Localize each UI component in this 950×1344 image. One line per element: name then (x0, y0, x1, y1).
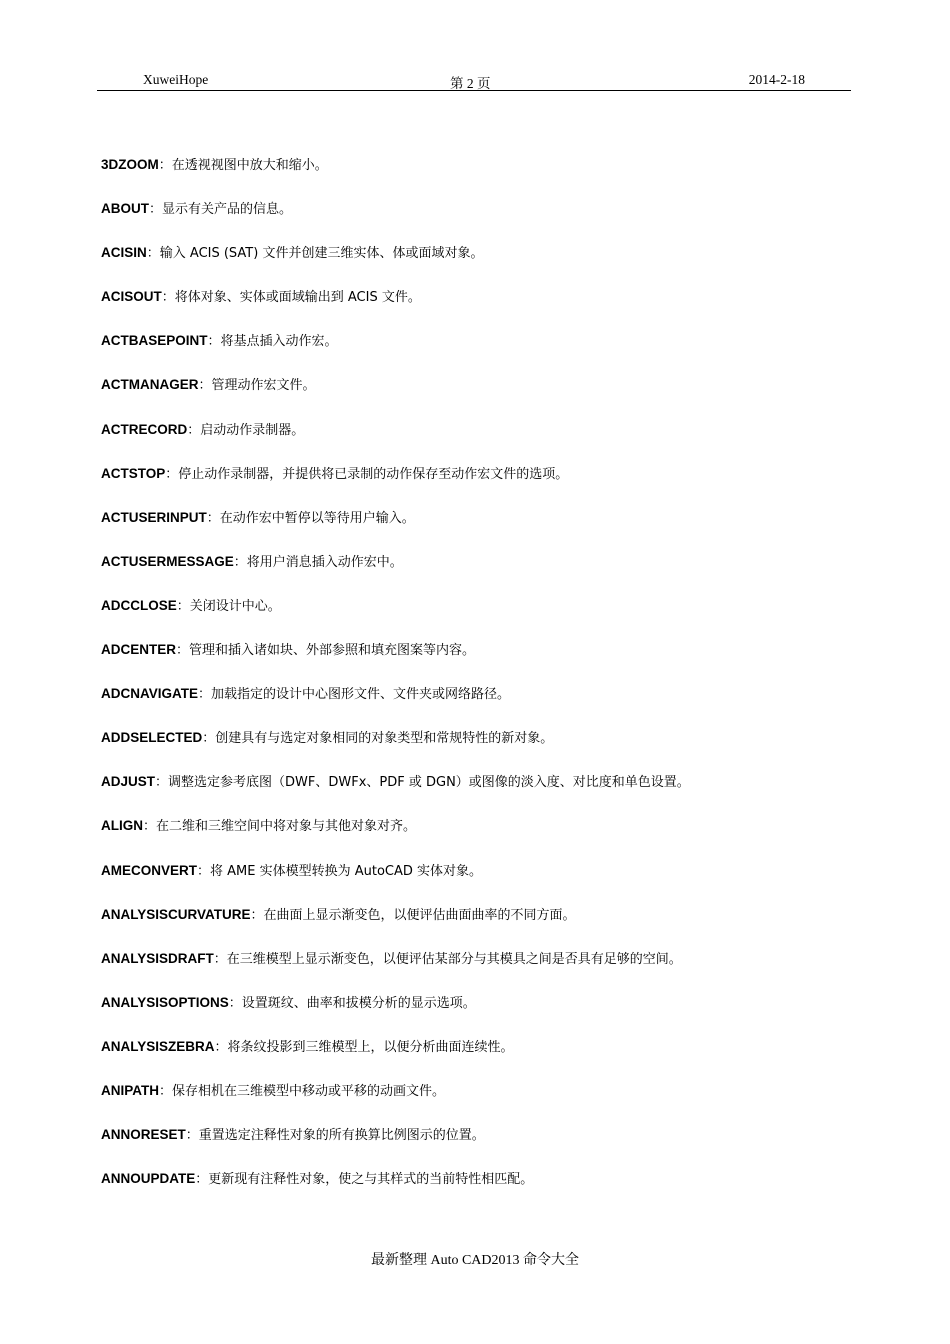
page-header (97, 72, 851, 91)
command-name: ACTUSERMESSAGE (101, 553, 234, 569)
command-entry (101, 464, 861, 508)
command-description: ：设置斑纹、曲率和拔模分析的显示选项。 (228, 995, 476, 1011)
command-name: ANALYSISDRAFT (101, 950, 214, 966)
command-name: ACTSTOP (101, 465, 166, 481)
command-description: ：将条纹投影到三维模型上，以便分析曲面连续性。 (214, 1039, 514, 1055)
command-description: ：启动动作录制器。 (187, 422, 305, 438)
command-description: ：关闭设计中心。 (176, 598, 281, 614)
command-description: ：重置选定注释性对象的所有换算比例图示的位置。 (185, 1128, 485, 1144)
command-name: ANALYSISOPTIONS (101, 994, 229, 1010)
command-entry (101, 420, 861, 464)
command-entry (101, 1169, 861, 1213)
command-name: ADDSELECTED (101, 730, 203, 746)
command-entry (101, 287, 861, 331)
command-description: ：显示有关产品的信息。 (149, 202, 293, 218)
command-name: ACTBASEPOINT (101, 333, 208, 349)
command-description: ：保存相机在三维模型中移动或平移的动画文件。 (159, 1083, 446, 1099)
command-entry (101, 375, 861, 419)
command-entry (101, 728, 861, 772)
command-description: ：创建具有与选定对象相同的对象类型和常规特性的新对象。 (202, 731, 554, 747)
command-description: ：在二维和三维空间中将对象与其他对象对齐。 (143, 819, 417, 835)
command-name: ACTMANAGER (101, 377, 199, 393)
command-description: ：在曲面上显示渐变色，以便评估曲面曲率的不同方面。 (250, 907, 576, 923)
command-entry (101, 1037, 861, 1081)
command-description: ：将基点插入动作宏。 (207, 334, 338, 350)
command-entry (101, 508, 861, 552)
command-description: ：将 AME 实体模型转换为 AutoCAD 实体对象。 (197, 863, 483, 879)
command-entry (101, 199, 861, 243)
command-name: ANNORESET (101, 1127, 186, 1143)
command-name: ANALYSISCURVATURE (101, 906, 251, 922)
command-entry (101, 949, 861, 993)
page-footer: 最新整理 Auto CAD2013 命令大全 (370, 1253, 580, 1268)
command-description: ：在动作宏中暂停以等待用户输入。 (206, 510, 415, 526)
command-description: ：将体对象、实体或面域输出到 ACIS 文件。 (161, 290, 421, 306)
command-entry (101, 552, 861, 596)
command-name: ANALYSISZEBRA (101, 1038, 215, 1054)
command-name: ACISIN (101, 245, 147, 261)
command-name: ADJUST (101, 774, 156, 790)
command-entry (101, 1081, 861, 1125)
command-description: ：输入 ACIS (SAT) 文件并创建三维实体、体或面域对象。 (146, 246, 484, 262)
command-entry (101, 155, 861, 199)
command-entry (101, 993, 861, 1037)
header-page-number: 第 2 页 (450, 76, 491, 91)
command-entry (101, 772, 861, 816)
command-entry (101, 1125, 861, 1169)
command-description: ：停止动作录制器，并提供将已录制的动作保存至动作宏文件的选项。 (165, 466, 569, 482)
command-entry (101, 861, 861, 905)
command-name: ADCENTER (101, 642, 177, 658)
command-description: ：管理动作宏文件。 (198, 378, 316, 394)
command-name: AMECONVERT (101, 862, 198, 878)
command-name: ABOUT (101, 201, 149, 217)
command-entry (101, 816, 861, 860)
command-entry (101, 243, 861, 287)
command-name: ANIPATH (101, 1082, 159, 1098)
command-entry (101, 331, 861, 375)
command-description: ：将用户消息插入动作宏中。 (233, 554, 403, 570)
command-description: ：在透视视图中放大和缩小。 (158, 158, 328, 173)
command-name: ADCNAVIGATE (101, 686, 198, 702)
command-description: ：管理和插入诸如块、外部参照和填充图案等内容。 (176, 643, 476, 659)
command-description: ：调整选定参考底图（DWF、DWFx、PDF 或 DGN）或图像的淡入度、对比度和单色设置。 (155, 775, 690, 791)
command-entry (101, 596, 861, 640)
header-author: XuweiHope (143, 72, 209, 87)
command-name: 3DZOOM (101, 157, 159, 172)
command-name: ACTUSERINPUT (101, 509, 207, 525)
command-name: ADCCLOSE (101, 597, 177, 613)
command-list (101, 155, 861, 1213)
command-name: ALIGN (101, 818, 143, 834)
command-name: ACISOUT (101, 289, 162, 305)
command-entry (101, 640, 861, 684)
command-entry (101, 684, 861, 728)
command-description: ：加载指定的设计中心图形文件、文件夹或网络路径。 (198, 687, 511, 703)
command-name: ACTRECORD (101, 421, 188, 437)
command-description: ：在三维模型上显示渐变色，以便评估某部分与其模具之间是否具有足够的空间。 (213, 951, 682, 967)
command-description: ：更新现有注释性对象，使之与其样式的当前特性相匹配。 (195, 1172, 534, 1188)
command-name: ANNOUPDATE (101, 1171, 196, 1187)
command-entry (101, 905, 861, 949)
header-date: 2014-2-18 (748, 72, 805, 87)
